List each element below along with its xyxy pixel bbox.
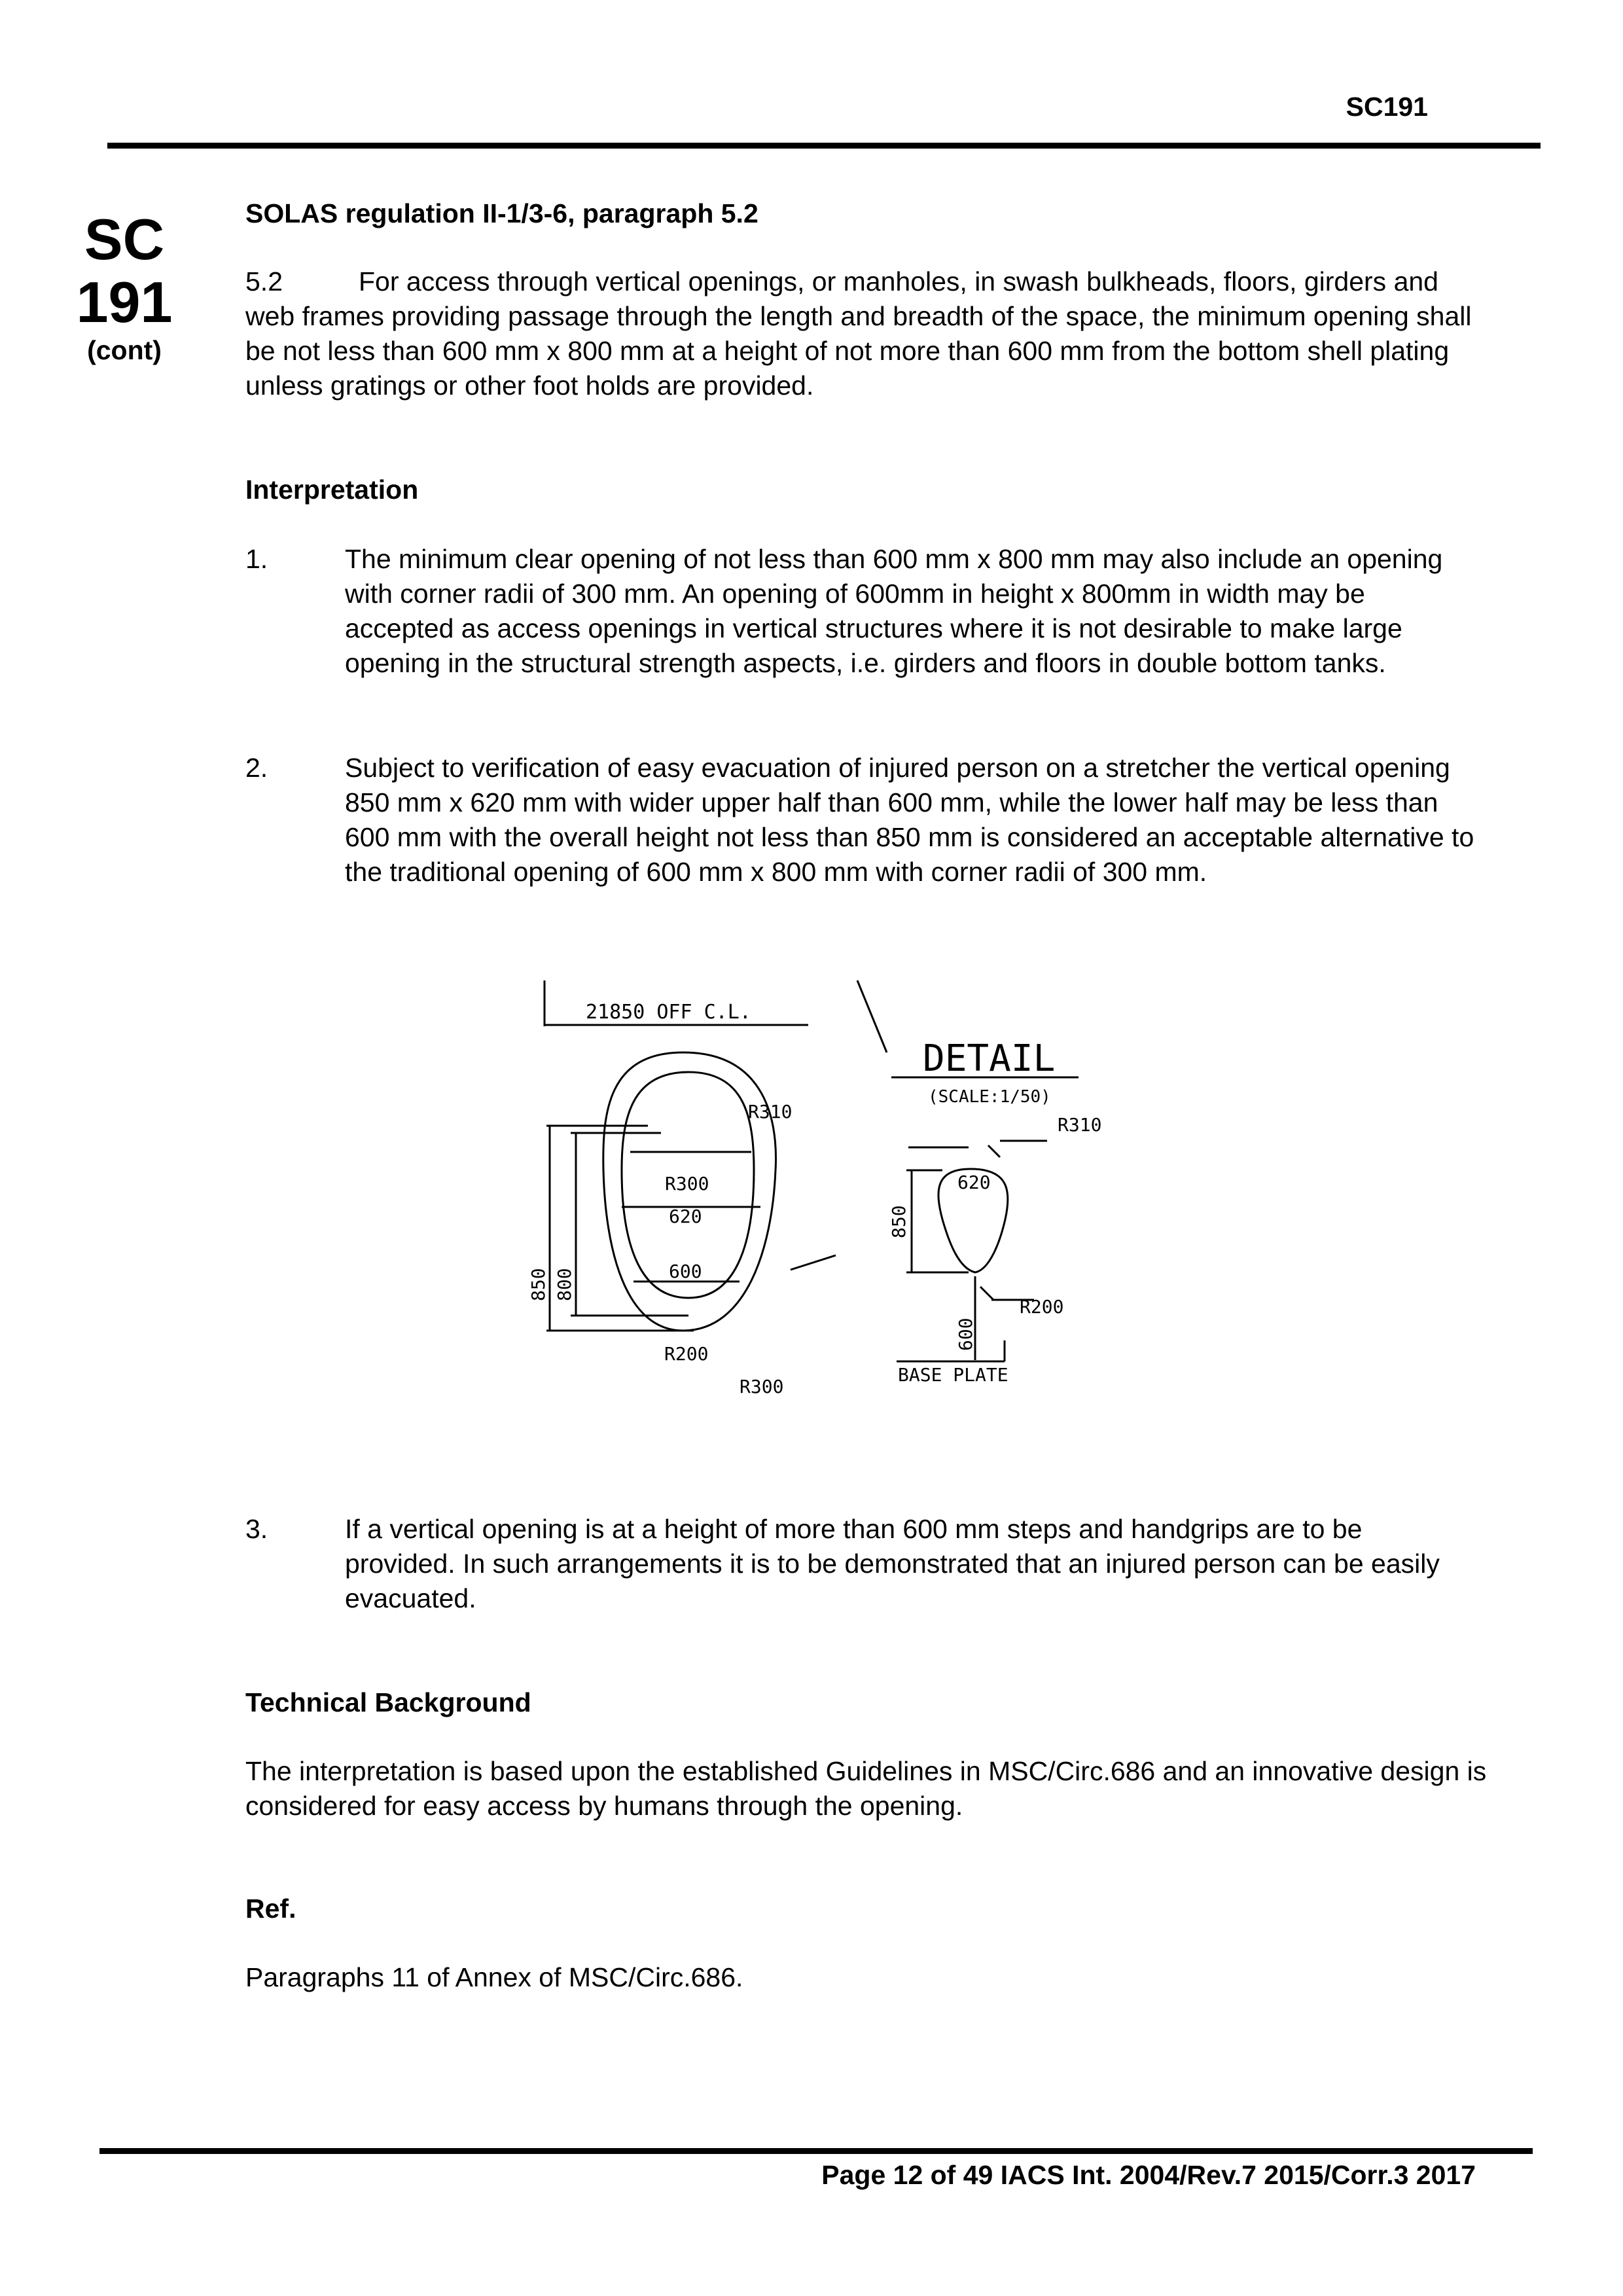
sidebar-id	[69, 208, 180, 367]
section-title: SOLAS regulation II-1/3-6, paragraph 5.2	[245, 198, 758, 228]
item-text: If a vertical opening is at a height of more than 600 mm steps and handgrips are to be provided. In such arrangements it is to be demonstrated that an injured person can be easily evacuated.	[345, 1514, 1440, 1613]
left-600-label: 600	[669, 1261, 702, 1282]
item-number: 1.	[245, 544, 268, 574]
right-620-label: 620	[957, 1172, 991, 1193]
item-text: Subject to verification of easy evacuation of injured person on a stretcher the vertical opening 850 mm x 620 mm with wider upper half than 600 mm, while the lower half may be less than 600 mm with the overall height not less than 850 mm is considered an acceptable alternative to the traditional opening of 600 mm x 800 mm with corner radii of 300 mm.	[345, 753, 1474, 887]
right-r200-label: R200	[1020, 1296, 1064, 1318]
right-850-label: 850	[888, 1205, 910, 1238]
regulation-text: For access through vertical openings, or manholes, in swash bulkheads, floors, girders and web frames providing passage through the length and breadth of the space, the minimum opening shall be not less than 600 mm x 800 mm at a height of not more than 600 mm from the bottom shell plating unless gratings or other foot holds are provided.	[245, 266, 1472, 401]
item-number: 3.	[245, 1514, 268, 1544]
regulation-paragraph	[245, 264, 1489, 403]
ref-heading: Ref.	[245, 1893, 296, 1924]
page-footer: Page 12 of 49 IACS Int. 2004/Rev.7 2015/Corr.3 2017	[821, 2160, 1476, 2190]
regulation-number: 5.2	[245, 266, 283, 296]
left-r300-bot-label: R300	[740, 1376, 784, 1397]
left-850-label: 850	[527, 1268, 549, 1301]
scale-label: (SCALE:1/50)	[928, 1087, 1051, 1107]
left-r300-top-label: R300	[665, 1173, 709, 1194]
item-number: 2.	[245, 753, 268, 783]
document-code-header: SC191	[1346, 92, 1428, 122]
left-800-label: 800	[554, 1268, 575, 1301]
sidebar-number: 191	[76, 270, 173, 334]
left-r200-label: R200	[664, 1343, 709, 1365]
interpretation-heading: Interpretation	[245, 475, 419, 505]
left-r310-label: R310	[748, 1101, 793, 1122]
base-plate-label: BASE PLATE	[898, 1364, 1008, 1386]
detail-title: DETAIL	[923, 1037, 1056, 1080]
offset-label: 21850 OFF C.L.	[586, 1001, 751, 1024]
opening-detail-diagram	[517, 974, 1132, 1412]
sidebar-cont: (cont)	[87, 335, 162, 365]
header-rule	[107, 143, 1541, 149]
technical-background-text: The interpretation is based upon the established Guidelines in MSC/Circ.686 and an innovative design is considered for easy access by humans through the opening.	[245, 1756, 1487, 1821]
sidebar-sc: SC	[84, 207, 165, 272]
ref-text: Paragraphs 11 of Annex of MSC/Circ.686.	[245, 1962, 743, 1992]
technical-background-heading: Technical Background	[245, 1687, 531, 1717]
footer-rule	[99, 2148, 1533, 2154]
right-600-label: 600	[955, 1318, 976, 1351]
left-620-label: 620	[669, 1206, 702, 1227]
item-text: The minimum clear opening of not less than 600 mm x 800 mm may also include an opening with corner radii of 300 mm. An opening of 600mm in height x 800mm in width may be accepted as access openings in vertical structures where it is not desirable to make large opening in the structural strength aspects, i.e. girders and floors in double bottom tanks.	[345, 544, 1443, 678]
right-r310-label: R310	[1058, 1114, 1102, 1136]
